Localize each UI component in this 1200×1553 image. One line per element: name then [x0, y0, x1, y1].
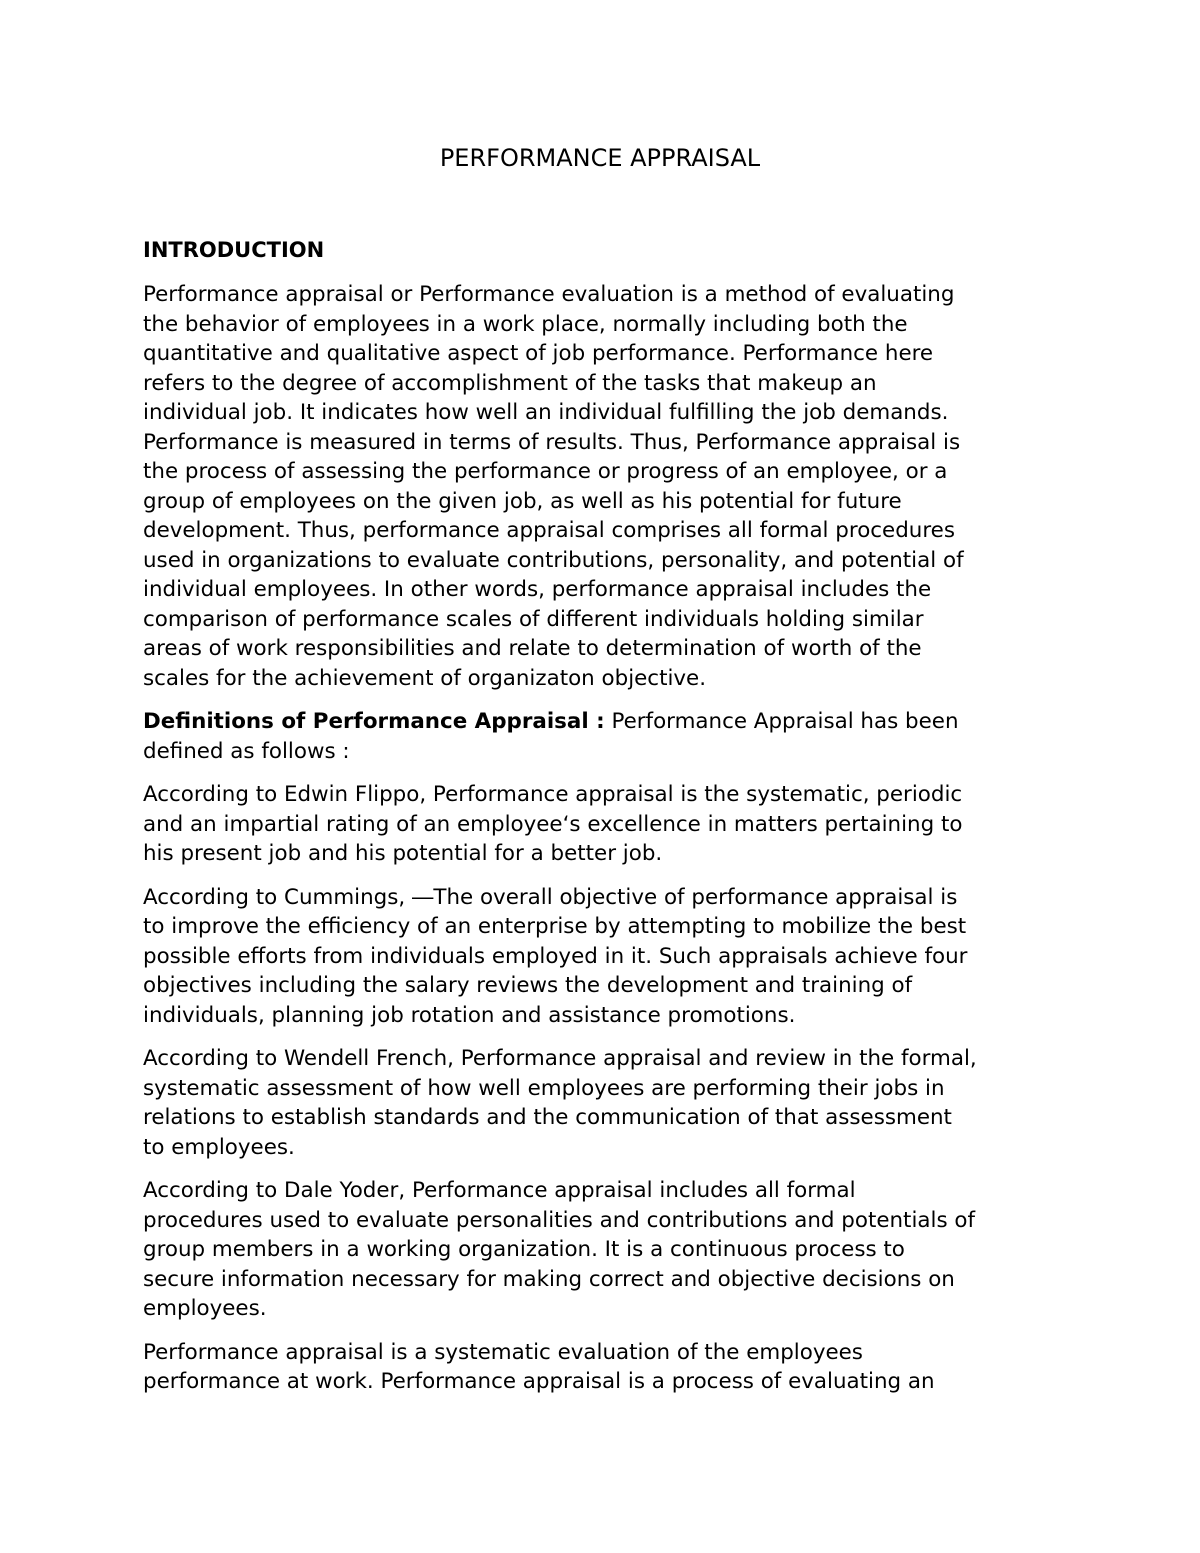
- french-definition-paragraph: According to Wendell French, Performance appraisal and review in the formal, systematic assessment of how well employees are performing their jobs in relations to establish standards and the communication of that assessment to employees.: [143, 1046, 977, 1160]
- definitions-label: Definitions of Performance Appraisal :: [143, 709, 605, 734]
- page-title: PERFORMANCE APPRAISAL: [439, 144, 761, 172]
- document-body: [143, 236, 1068, 1411]
- section-heading-introduction: INTRODUCTION: [143, 238, 325, 262]
- intro-paragraph: Performance appraisal or Performance evaluation is a method of evaluating the behavior of employees in a work place, normally including both the quantitative and qualitative aspect of job performance. Performance here refers to the degree of accomplishment of the tasks that makeup an individual job. It indicates how well an individual fulfilling the job demands. Performance is measured in terms of results. Thus, Performance appraisal is the process of assessing the performance or progress of an employee, or a group of employees on the given job, as well as his potential for future development. Thus, performance appraisal comprises all formal procedures used in organizations to evaluate contributions, personality, and potential of individual employees. In other words, performance appraisal includes the comparison of performance scales of different individuals holding similar areas of work responsibilities and relate to determination of worth of the scales for the achievement of organizaton objective.: [143, 282, 964, 691]
- definitions-paragraph: [143, 707, 1068, 766]
- closing-paragraph: Performance appraisal is a systematic evaluation of the employees performance at work. Performance appraisal is a process of evaluating an: [143, 1339, 935, 1394]
- definitions-text: Performance Appraisal has been defined as follows :: [143, 709, 959, 764]
- cummings-definition-paragraph: According to Cummings, ―The overall objective of performance appraisal is to improve the efficiency of an enterprise by attempting to mobilize the best possible efforts from individuals employed in it. Such appraisals achieve four objectives including the salary reviews the development and training of individuals, planning job rotation and assistance promotions.: [143, 884, 968, 1028]
- yoder-definition-paragraph: According to Dale Yoder, Performance appraisal includes all formal procedures used to evaluate personalities and contributions and potentials of group members in a working organization. It is a continuous process to secure information necessary for making correct and objective decisions on employees.: [143, 1178, 975, 1321]
- flippo-definition-paragraph: According to Edwin Flippo, Performance appraisal is the systematic, periodic and an impartial rating of an employee‘s excellence in matters pertaining to his present job and his potential for a better job.: [143, 782, 963, 866]
